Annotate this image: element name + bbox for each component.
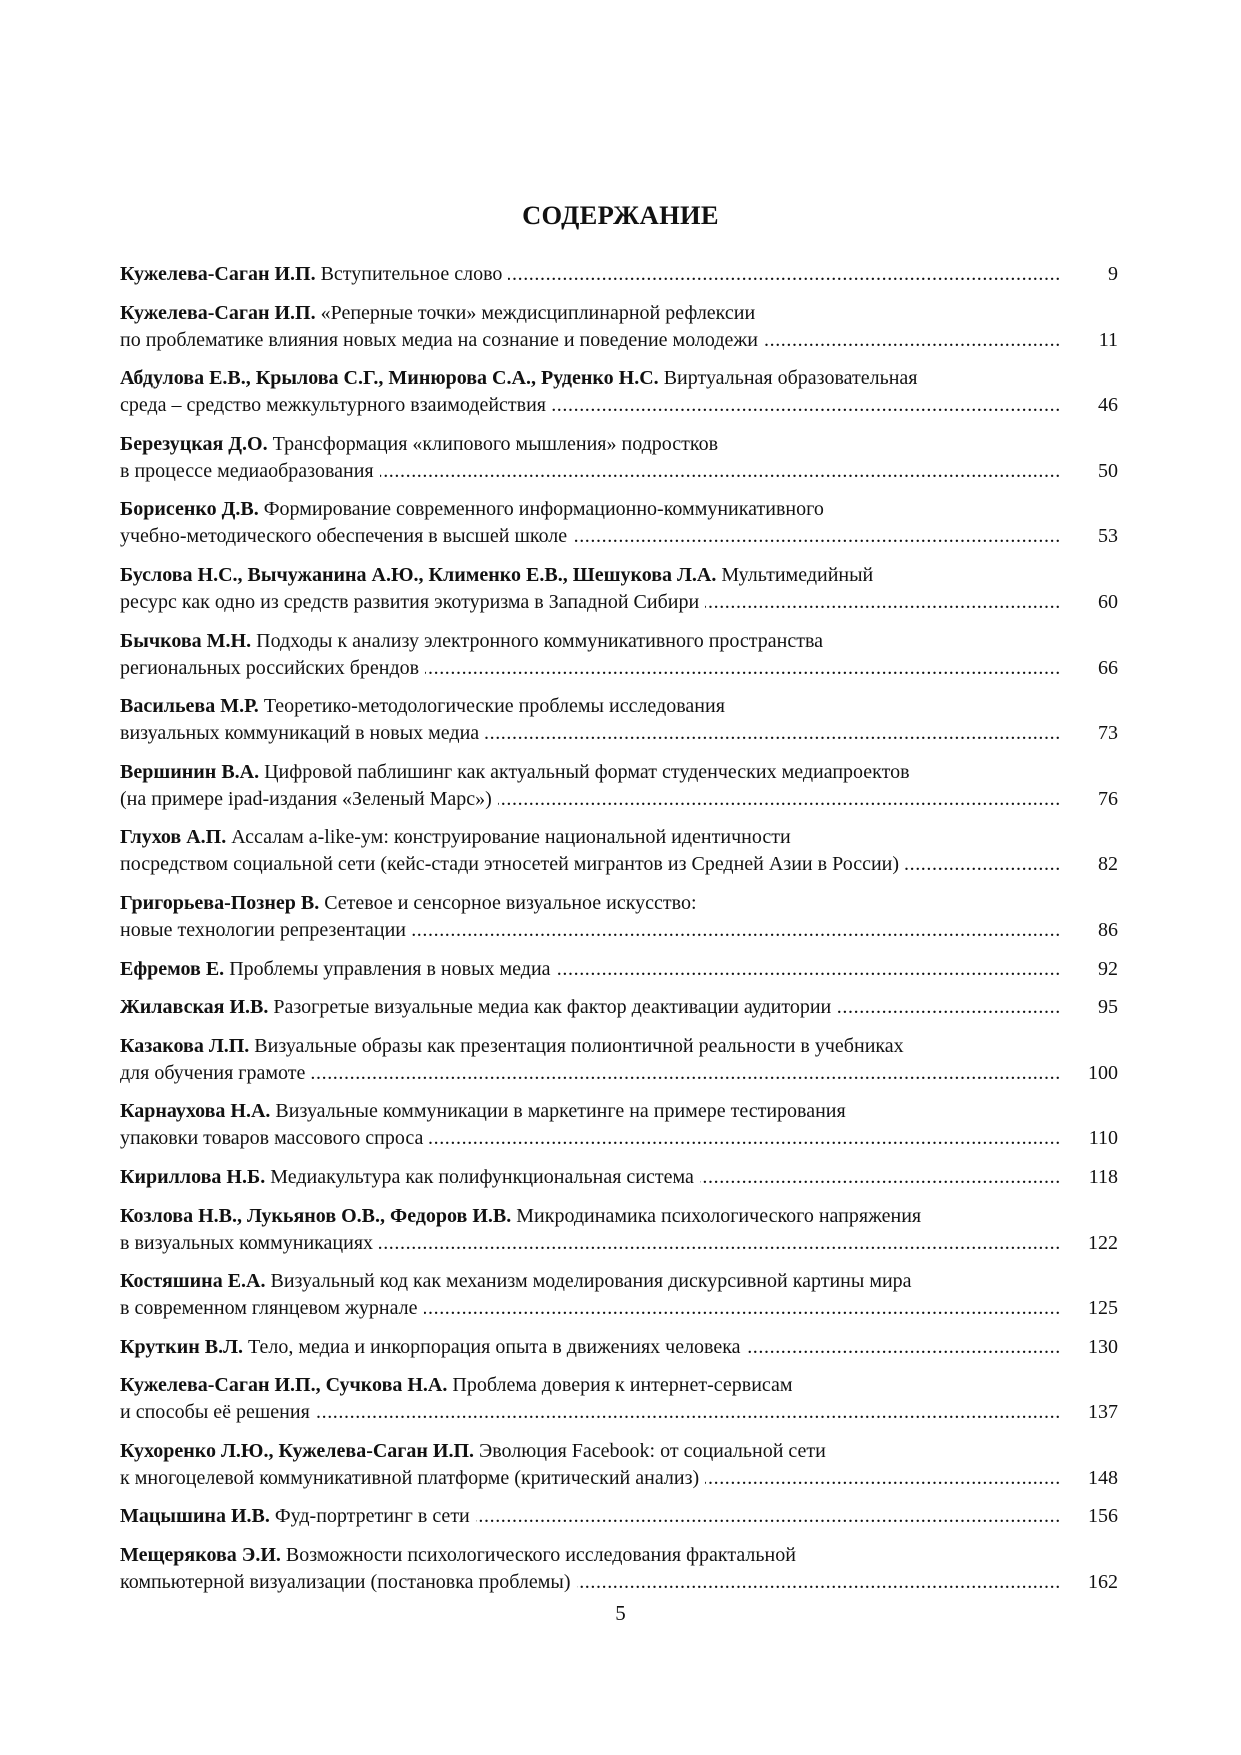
toc-entry-second-line bbox=[120, 720, 1060, 747]
toc-entry bbox=[120, 693, 1118, 747]
toc-entry-author: Григорьева-Познер В. bbox=[120, 891, 320, 914]
toc-entry-page-number: 110 bbox=[1088, 1127, 1118, 1150]
toc-entry-author: Вершинин В.А. bbox=[120, 760, 260, 783]
toc-entry-page-number: 66 bbox=[1098, 656, 1118, 679]
toc-entry-text bbox=[120, 1205, 921, 1227]
toc-entry bbox=[120, 1098, 1118, 1152]
toc-entry-title-continued: к многоцелевой коммуникативной платформе (критический анализ) bbox=[120, 1467, 705, 1489]
toc-entry-title-continued: среда – средство межкультурного взаимодействия bbox=[120, 394, 552, 416]
toc-entry-title-continued: и способы её решения bbox=[120, 1401, 316, 1423]
toc-entry-second-line bbox=[120, 851, 1060, 878]
toc-entry-title: Микродинамика психологического напряжения bbox=[516, 1204, 922, 1227]
toc-entry-page-number: 82 bbox=[1098, 853, 1118, 876]
table-of-contents bbox=[120, 261, 1118, 1608]
toc-entry-title-continued: по проблематике влияния новых медиа на сознание и поведение молодежи bbox=[120, 329, 764, 351]
toc-entry-second-line bbox=[120, 589, 1060, 616]
toc-entry-second-line bbox=[120, 327, 1060, 354]
toc-entry bbox=[120, 1542, 1118, 1596]
toc-entry bbox=[120, 300, 1118, 354]
toc-entry-author: Казакова Л.П. bbox=[120, 1034, 250, 1057]
toc-entry-page-number: 11 bbox=[1098, 328, 1118, 351]
toc-entry-second-line bbox=[120, 392, 1060, 419]
toc-entry-author: Абдулова Е.В., Крылова С.Г., Минюрова С.А., Руденко Н.С. bbox=[120, 367, 659, 390]
toc-entry bbox=[120, 562, 1118, 616]
toc-entry-first-line bbox=[120, 628, 1118, 655]
toc-entry-text bbox=[120, 826, 791, 848]
toc-entry-text bbox=[120, 695, 725, 717]
toc-entry-first-line bbox=[120, 956, 1060, 983]
toc-entry-author: Бычкова М.Н. bbox=[120, 629, 252, 652]
toc-entry-first-line bbox=[120, 496, 1118, 523]
toc-entry bbox=[120, 824, 1118, 878]
toc-entry-text bbox=[120, 1166, 700, 1188]
toc-entry-title: Теоретико-методологические проблемы исследования bbox=[263, 695, 725, 718]
toc-entry bbox=[120, 628, 1118, 682]
toc-entry-page-number: 95 bbox=[1098, 996, 1118, 1019]
toc-entry-page-number: 76 bbox=[1098, 787, 1118, 810]
toc-entry-page-number: 100 bbox=[1088, 1061, 1118, 1084]
toc-entry bbox=[120, 890, 1118, 944]
toc-entry-text bbox=[120, 564, 873, 586]
toc-entry-title-continued: посредством социальной сети (кейс-стади этносетей мигрантов из Средней Азии в России) bbox=[120, 853, 905, 875]
toc-entry bbox=[120, 496, 1118, 550]
toc-entry bbox=[120, 994, 1118, 1021]
toc-entry-author: Березуцкая Д.О. bbox=[120, 432, 268, 455]
toc-entry-first-line bbox=[120, 562, 1118, 589]
toc-entry-title-continued: учебно-методического обеспечения в высшей школе bbox=[120, 525, 573, 547]
toc-entry-text bbox=[120, 1100, 846, 1122]
toc-entry-title: Проблема доверия к интернет-сервисам bbox=[452, 1374, 793, 1397]
toc-entry-author: Кириллова Н.Б. bbox=[120, 1165, 266, 1188]
toc-entry-title: Трансформация «клипового мышления» подростков bbox=[272, 432, 719, 455]
toc-entry-author: Мещерякова Э.И. bbox=[120, 1544, 281, 1567]
toc-entry-first-line bbox=[120, 1438, 1118, 1465]
toc-entry-title: «Реперные точки» междисциплинарной рефлексии bbox=[320, 301, 756, 324]
toc-entry-second-line bbox=[120, 1465, 1060, 1492]
toc-entry-author: Кужелева-Саган И.П. bbox=[120, 263, 316, 285]
toc-entry-first-line bbox=[120, 693, 1118, 720]
toc-entry-second-line bbox=[120, 1060, 1060, 1087]
toc-entry-title-continued: в современном глянцевом журнале bbox=[120, 1297, 424, 1319]
toc-entry-first-line bbox=[120, 300, 1118, 327]
toc-entry-first-line bbox=[120, 759, 1118, 786]
toc-entry-first-line bbox=[120, 431, 1118, 458]
toc-entry bbox=[120, 1268, 1118, 1322]
toc-entry-author: Козлова Н.В., Лукьянов О.В., Федоров И.В. bbox=[120, 1204, 512, 1227]
toc-entry-page-number: 122 bbox=[1088, 1231, 1118, 1254]
toc-entry-first-line bbox=[120, 365, 1118, 392]
toc-entry-author: Кухоренко Л.Ю., Кужелева-Саган И.П. bbox=[120, 1439, 475, 1462]
toc-entry-title-continued: (на примере ipad-издания «Зеленый Марс») bbox=[120, 788, 498, 810]
toc-entry-title-continued: визуальных коммуникаций в новых медиа bbox=[120, 722, 485, 744]
toc-entry-page-number: 53 bbox=[1098, 525, 1118, 548]
toc-entry-second-line bbox=[120, 917, 1060, 944]
toc-entry bbox=[120, 956, 1118, 983]
toc-entry-title: Визуальные коммуникации в маркетинге на примере тестирования bbox=[275, 1100, 846, 1123]
page-number: 5 bbox=[615, 1601, 626, 1625]
toc-entry-author: Жилавская И.В. bbox=[120, 996, 269, 1019]
toc-entry-text bbox=[120, 761, 910, 783]
toc-entry-text bbox=[120, 1270, 912, 1292]
toc-entry-page-number: 148 bbox=[1088, 1466, 1118, 1489]
toc-entry-title: Мультимедийный bbox=[721, 563, 874, 586]
toc-entry-title: Разогретые визуальные медиа как фактор деактивации аудитории bbox=[273, 996, 832, 1019]
toc-entry bbox=[120, 431, 1118, 485]
toc-entry-title-continued: компьютерной визуализации (постановка проблемы) bbox=[120, 1571, 577, 1593]
toc-entry-second-line bbox=[120, 458, 1060, 485]
toc-entry-title: Подходы к анализу электронного коммуникативного пространства bbox=[256, 629, 824, 652]
toc-entry-title: Эволюция Facebook: от социальной сети bbox=[479, 1439, 826, 1462]
toc-entry-second-line bbox=[120, 1125, 1060, 1152]
toc-entry-title: Фуд-портретинг в сети bbox=[274, 1505, 470, 1528]
toc-entry-text bbox=[120, 1035, 904, 1057]
toc-entry-text bbox=[120, 263, 508, 285]
toc-entry bbox=[120, 365, 1118, 419]
toc-entry bbox=[120, 1033, 1118, 1087]
toc-entry-page-number: 162 bbox=[1088, 1571, 1118, 1594]
toc-entry-text bbox=[120, 1440, 826, 1462]
toc-entry-title-continued: в процессе медиаобразования bbox=[120, 460, 380, 482]
toc-entry-second-line bbox=[120, 655, 1060, 682]
toc-entry-first-line bbox=[120, 261, 1060, 288]
toc-entry-page-number: 9 bbox=[1108, 263, 1118, 285]
toc-entry bbox=[120, 1372, 1118, 1426]
toc-entry-title-continued: упаковки товаров массового спроса bbox=[120, 1127, 429, 1149]
toc-entry-first-line bbox=[120, 1542, 1118, 1569]
toc-entry-page-number: 60 bbox=[1098, 590, 1118, 613]
toc-entry-text bbox=[120, 630, 823, 652]
toc-entry-title: Цифровой паблишинг как актуальный формат студенческих медиапроектов bbox=[264, 760, 910, 783]
toc-entry-page-number: 50 bbox=[1098, 459, 1118, 482]
toc-entry-text bbox=[120, 958, 557, 980]
toc-entry-text bbox=[120, 1336, 747, 1358]
toc-entry-first-line bbox=[120, 1372, 1118, 1399]
toc-entry-first-line bbox=[120, 824, 1118, 851]
toc-entry-title-continued: в визуальных коммуникациях bbox=[120, 1232, 379, 1254]
toc-entry-author: Васильева М.Р. bbox=[120, 695, 259, 718]
toc-entry-title: Сетевое и сенсорное визуальное искусство: bbox=[324, 891, 697, 914]
toc-entry-text bbox=[120, 1374, 793, 1396]
toc-entry-author: Буслова Н.С., Вычужанина А.Ю., Клименко Е.В., Шешукова Л.А. bbox=[120, 563, 717, 586]
toc-entry-author: Ефремов Е. bbox=[120, 957, 225, 980]
toc-entry-author: Мацышина И.В. bbox=[120, 1505, 270, 1528]
toc-entry-text bbox=[120, 302, 755, 324]
toc-entry-second-line bbox=[120, 786, 1060, 813]
page-title: СОДЕРЖАНИЕ bbox=[522, 200, 719, 230]
toc-entry-page-number: 92 bbox=[1098, 957, 1118, 980]
toc-entry-text bbox=[120, 1544, 796, 1566]
toc-entry bbox=[120, 1438, 1118, 1492]
toc-entry-title: Возможности психологического исследования фрактальной bbox=[285, 1544, 796, 1567]
toc-entry-second-line bbox=[120, 1230, 1060, 1257]
toc-entry-author: Кужелева-Саган И.П., Сучкова Н.А. bbox=[120, 1374, 448, 1397]
toc-entry-title: Визуальный код как механизм моделирования дискурсивной картины мира bbox=[270, 1270, 912, 1293]
toc-entry-first-line bbox=[120, 1268, 1118, 1295]
toc-entry-author: Борисенко Д.В. bbox=[120, 498, 259, 521]
toc-entry-title: Виртуальная образовательная bbox=[663, 367, 918, 390]
toc-entry-author: Глухов А.П. bbox=[120, 826, 227, 849]
toc-entry-title: Проблемы управления в новых медиа bbox=[229, 957, 551, 980]
toc-entry-text bbox=[120, 892, 697, 914]
toc-entry-title: Ассалам a-like-ум: конструирование национальной идентичности bbox=[231, 826, 791, 849]
toc-entry-title: Тело, медиа и инкорпорация опыта в движениях человека bbox=[248, 1335, 741, 1358]
toc-entry-page-number: 118 bbox=[1088, 1165, 1118, 1188]
toc-entry bbox=[120, 1334, 1118, 1361]
toc-entry-title-continued: ресурс как одно из средств развития экотуризма в Западной Сибири bbox=[120, 591, 705, 613]
toc-entry-page-number: 46 bbox=[1098, 394, 1118, 417]
toc-entry-second-line bbox=[120, 1569, 1060, 1596]
toc-entry bbox=[120, 261, 1118, 288]
toc-entry-text bbox=[120, 1505, 476, 1527]
toc-entry-first-line bbox=[120, 1203, 1118, 1230]
toc-entry-author: Кужелева-Саган И.П. bbox=[120, 301, 316, 324]
toc-entry-page-number: 130 bbox=[1088, 1335, 1118, 1358]
toc-entry-title: Визуальные образы как презентация полионтичной реальности в учебниках bbox=[254, 1034, 904, 1057]
toc-entry-first-line bbox=[120, 1334, 1060, 1361]
toc-entry-first-line bbox=[120, 890, 1118, 917]
toc-entry-second-line bbox=[120, 523, 1060, 550]
toc-entry-page-number: 125 bbox=[1088, 1297, 1118, 1320]
toc-entry-first-line bbox=[120, 1098, 1118, 1125]
toc-entry bbox=[120, 1203, 1118, 1257]
toc-entry-first-line bbox=[120, 994, 1060, 1021]
toc-entry-title: Формирование современного информационно-коммуникативного bbox=[263, 498, 824, 521]
toc-entry-title-continued: новые технологии репрезентации bbox=[120, 919, 412, 941]
toc-entry-page-number: 156 bbox=[1088, 1505, 1118, 1528]
toc-entry bbox=[120, 1164, 1118, 1191]
toc-entry-title-continued: региональных российских брендов bbox=[120, 657, 425, 679]
toc-entry-first-line bbox=[120, 1033, 1118, 1060]
toc-entry-first-line bbox=[120, 1164, 1060, 1191]
toc-entry-title: Вступительное слово bbox=[320, 263, 503, 285]
toc-entry-author: Костяшина Е.А. bbox=[120, 1270, 266, 1293]
toc-entry-text bbox=[120, 996, 837, 1018]
toc-entry bbox=[120, 1503, 1118, 1530]
toc-entry bbox=[120, 759, 1118, 813]
toc-entry-text bbox=[120, 498, 824, 520]
toc-entry-page-number: 86 bbox=[1098, 918, 1118, 941]
toc-entry-page-number: 73 bbox=[1098, 722, 1118, 745]
toc-entry-second-line bbox=[120, 1295, 1060, 1322]
toc-entry-author: Круткин В.Л. bbox=[120, 1335, 243, 1358]
toc-entry-title-continued: для обучения грамоте bbox=[120, 1062, 311, 1084]
toc-entry-text bbox=[120, 433, 718, 455]
toc-entry-second-line bbox=[120, 1399, 1060, 1426]
toc-entry-title: Медиакультура как полифункциональная система bbox=[270, 1165, 694, 1188]
toc-entry-page-number: 137 bbox=[1088, 1401, 1118, 1424]
toc-entry-text bbox=[120, 367, 918, 389]
toc-entry-first-line bbox=[120, 1503, 1060, 1530]
toc-entry-author: Карнаухова Н.А. bbox=[120, 1100, 271, 1123]
